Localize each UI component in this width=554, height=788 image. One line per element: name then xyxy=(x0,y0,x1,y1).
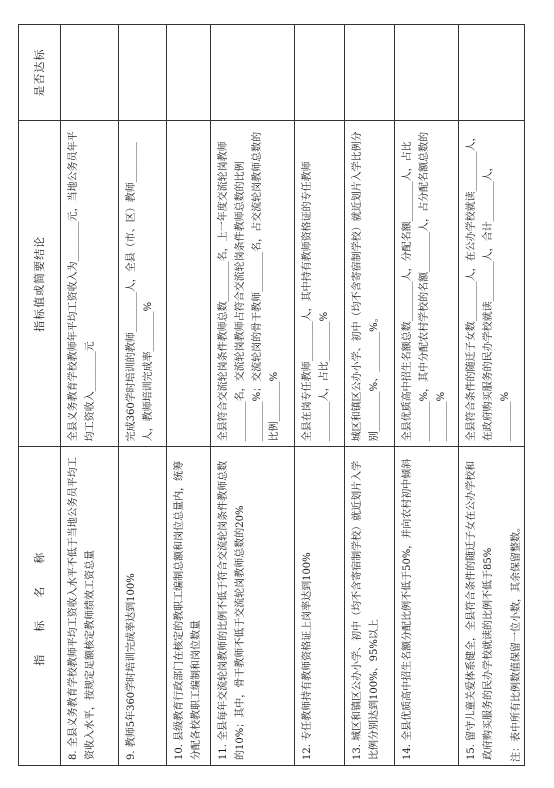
conclusion-cell: 全县优质高中招生名额总数________人，分配名额________人，占比________%，其中分配农村学校的名额________人，占分配名额总数的________% xyxy=(395,121,459,447)
conclusion-cell: 完成360学时培训的教师________人，全县（市、区）教师________人，教师培训完成率________% xyxy=(119,121,167,447)
header-status: 是否达标 xyxy=(19,25,61,121)
conclusion-cell: 全县义务教育学校教师年平均工资收入为________元，当地公务员年平均工资收入________元 xyxy=(61,121,119,447)
status-cell xyxy=(61,25,119,121)
indicator-cell: 12. 专任教师持有教师资格证上岗率达到100% xyxy=(295,447,345,766)
table-note: 注：表中所有比例数值保留一位小数，其余保留整数。 xyxy=(511,522,522,762)
table-row xyxy=(395,25,459,766)
indicator-cell: 10. 县级教育行政部门在核定的教职工编制总额和岗位总量内，统筹分配各校教职工编制和岗位数量 xyxy=(167,447,211,766)
conclusion-cell: 全县符合交流轮岗条件教师总数________名，上一年度交流轮岗教师________名，交流轮岗教师占符合交流轮岗条件教师总数的比例________%；交流轮岗的骨干教师________名，占交流轮岗教师总数的比例________% xyxy=(211,121,295,447)
status-cell xyxy=(167,25,211,121)
conclusion-cell: 城区和镇区公办小学、初中（均不含寄宿制学校）就近划片入学比例分别________%、________%。 xyxy=(345,121,395,447)
table-row xyxy=(345,25,395,766)
table-row xyxy=(167,25,211,766)
status-cell xyxy=(119,25,167,121)
indicator-table xyxy=(18,24,525,766)
header-conclusion: 指标值或简要结论 xyxy=(19,121,61,447)
header-indicator-name: 指 标 名 称 xyxy=(19,447,61,766)
indicator-cell: 13. 城区和镇区公办小学、初中（均不含寄宿制学校）就近划片入学比例分别达到100%、95%以上 xyxy=(345,447,395,766)
indicator-cell: 9. 教师5年360学时培训完成率达到100% xyxy=(119,447,167,766)
table-row xyxy=(295,25,345,766)
indicator-cell: 15. 留守儿童关爱体系健全，全县符合条件的随迁子女在公办学校和政府购买服务的民办学校就读的比例不低于85% xyxy=(459,447,525,766)
table-row xyxy=(119,25,167,766)
table-row xyxy=(61,25,119,766)
conclusion-cell: 全县在岗专任教师________人，其中持有教师资格证的专任教师________人，占比________% xyxy=(295,121,345,447)
table-row xyxy=(211,25,295,766)
status-cell xyxy=(295,25,345,121)
indicator-cell: 8. 全县义务教育学校教师平均工资收入水平不低于当地公务员平均工资收入水平，按规定足额核定教师绩效工资总量 xyxy=(61,447,119,766)
conclusion-cell: 全县符合条件的随迁子女数________人，在公办学校就读________人，在政府购买服务的民办学校就读________人，合计________人，________% xyxy=(459,121,525,447)
conclusion-cell xyxy=(167,121,211,447)
status-cell xyxy=(459,25,525,121)
status-cell xyxy=(211,25,295,121)
indicator-cell: 11. 全县每年交流轮岗教师的比例不低于符合交流轮岗条件教师总数的10%；其中，骨干教师不低于交流轮岗教师总数的20% xyxy=(211,447,295,766)
status-cell xyxy=(345,25,395,121)
status-cell xyxy=(395,25,459,121)
indicator-cell: 14. 全县优质高中招生名额分配比例不低于50%，并向农村初中倾斜 xyxy=(395,447,459,766)
